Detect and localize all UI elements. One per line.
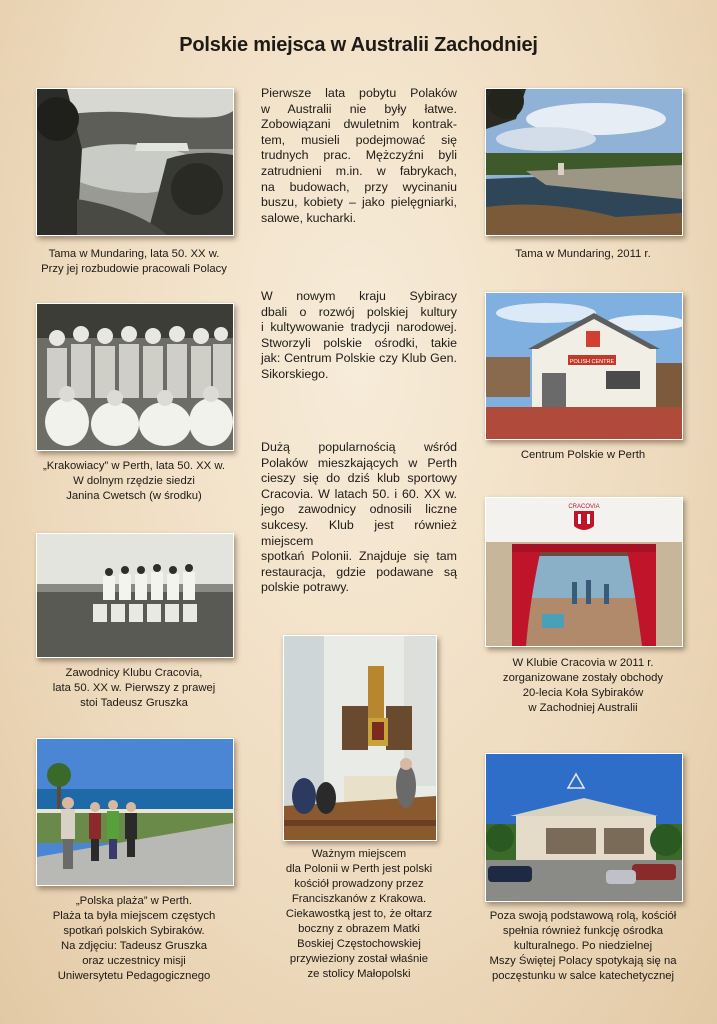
paragraph-line: trudnych prac. Mężczyźni byli <box>261 148 457 163</box>
caption-line: Centrum Polskie w Perth <box>520 449 646 461</box>
photo-church-exterior <box>485 753 683 902</box>
paragraph-line: polskie potrawy. <box>261 580 349 595</box>
caption-line: oraz uczestnicy misji <box>82 955 186 967</box>
paragraph-line: dbali o rozwój polskiej kultury <box>261 304 457 319</box>
caption-line: „Polska plaża” w Perth. <box>75 895 193 907</box>
photo-dam-2011 <box>485 88 683 236</box>
paragraph-line: tem, musieli podejmować się <box>261 132 457 147</box>
paragraph-line: Polaków mieszkających w Perth <box>261 455 457 470</box>
paragraph-line: buszu, kobiety – jako pielęgniarki, <box>261 195 457 210</box>
paragraph-line: Stworzyli polskie ośrodki, takie <box>261 335 457 350</box>
caption-line: w Zachodniej Australii <box>528 702 638 714</box>
paragraph-line: na budowach, przy wycinaniu <box>261 179 457 194</box>
caption-line: kulturalnego. Po niedzielnej <box>513 940 653 952</box>
caption-dam-2011 <box>470 247 696 262</box>
caption-line: 20-lecia Koła Sybiraków <box>522 687 644 699</box>
photo-cracovia-team <box>36 533 234 658</box>
caption-line: boczny z obrazem Matki <box>298 923 420 935</box>
caption-line: Mszy Świętej Polacy spotykają się na <box>489 955 677 967</box>
paragraph-line: Zobowiązani dwuletnim kontrak- <box>261 117 457 132</box>
caption-church-exterior <box>466 909 700 984</box>
caption-line: Uniwersytetu Pedagogicznego <box>57 970 211 982</box>
photo-polish-beach <box>36 738 234 886</box>
caption-church-interior <box>262 847 456 982</box>
photo-krakowiacy <box>36 303 234 451</box>
paragraph-line: salowe, kucharki. <box>261 210 357 225</box>
photo-cracovia-club <box>485 497 683 647</box>
intro-paragraph <box>261 86 457 226</box>
caption-line: Poza swoją podstawową rolą, kościół <box>489 910 677 922</box>
caption-line: W dolnym rzędzie siedzi <box>73 475 195 487</box>
caption-polish-centre <box>470 448 696 463</box>
paragraph-line: W nowym kraju Sybiracy <box>261 289 457 303</box>
paragraph-line: zatrudnieni m.in. w fabrykach, <box>261 163 457 178</box>
caption-line: Na zdjęciu: Tadeusz Gruszka <box>60 940 208 952</box>
paragraph-line: Cracovia. W latach 50. i 60. XX w. <box>261 486 457 501</box>
caption-cracovia-team <box>20 666 248 711</box>
paragraph-line: sukcesy. Klub jest również miejscem <box>261 517 457 548</box>
cracovia-paragraph <box>261 440 457 596</box>
photo-polish-centre <box>485 292 683 440</box>
polish-centre-sign: POLISH CENTRE <box>569 359 615 365</box>
paragraph-line: Dużą popularnością wśród <box>261 440 457 454</box>
photo-dam-1950s <box>36 88 234 236</box>
caption-line: poczęstunku w salce katechetycznej <box>491 970 675 982</box>
caption-line: ze stolicy Małopolski <box>307 968 411 980</box>
paragraph-line: spotkań Polonii. Znajduje się tam <box>261 549 457 564</box>
caption-line: Ważnym miejscem <box>311 848 407 860</box>
caption-line: lata 50. XX w. Pierwszy z prawej <box>52 682 216 694</box>
caption-line: Przy jej rozbudowie pracowali Polacy <box>41 263 227 275</box>
caption-line: Plaża ta była miejscem częstych <box>52 910 216 922</box>
cracovia-sign: CRACOVIA <box>568 504 600 510</box>
caption-line: „Krakowiacy” w Perth, lata 50. XX w. <box>42 460 226 472</box>
caption-line: spotkań polskich Sybiraków. <box>63 925 205 937</box>
paragraph-line: w Australii nie były łatwe. <box>261 101 457 116</box>
caption-line: Zawodnicy Klubu Cracovia, <box>65 667 203 679</box>
paragraph-line: cieszy się do dziś klub sportowy <box>261 471 457 486</box>
caption-polish-beach <box>20 894 248 984</box>
caption-line: spełnia również funkcję ośrodka <box>502 925 664 937</box>
paragraph-line: i kultywowanie tradycji narodowej. <box>261 320 457 335</box>
caption-line: stoi Tadeusz Gruszka <box>80 697 188 709</box>
caption-line: przywieziony został właśnie <box>289 953 429 965</box>
caption-cracovia-club <box>470 656 696 716</box>
caption-line: Franciszkanów z Krakowa. <box>291 893 427 905</box>
caption-line: Tama w Mundaring, lata 50. XX w. <box>48 248 220 260</box>
paragraph-line: jego zawodnicy odnosili liczne <box>261 502 457 517</box>
paragraph-line: Pierwsze lata pobytu Polaków <box>261 86 457 100</box>
caption-line: Tama w Mundaring, 2011 r. <box>515 248 651 260</box>
caption-line: zorganizowane zostały obchody <box>502 672 664 684</box>
paragraph-line: Sikorskiego. <box>261 366 329 381</box>
caption-krakowiacy <box>20 459 248 504</box>
caption-line: W Klubie Cracovia w 2011 r. <box>512 657 654 669</box>
paragraph-line: restauracja, gdzie podawane są <box>261 564 457 579</box>
caption-line: dla Polonii w Perth jest polski <box>285 863 433 875</box>
caption-dam-1950s <box>20 247 248 277</box>
paragraph-line: jak: Centrum Polskie czy Klub Gen. <box>261 351 457 366</box>
photo-church-interior <box>283 635 437 841</box>
culture-paragraph <box>261 289 457 383</box>
caption-line: kościół prowadzony przez <box>294 878 424 890</box>
caption-line: Ciekawostką jest to, że ołtarz <box>285 908 433 920</box>
page-title: Polskie miejsca w Australii Zachodniej <box>179 34 538 56</box>
caption-line: Boskiej Częstochowskiej <box>297 938 421 950</box>
caption-line: Janina Cwetsch (w środku) <box>66 490 202 502</box>
